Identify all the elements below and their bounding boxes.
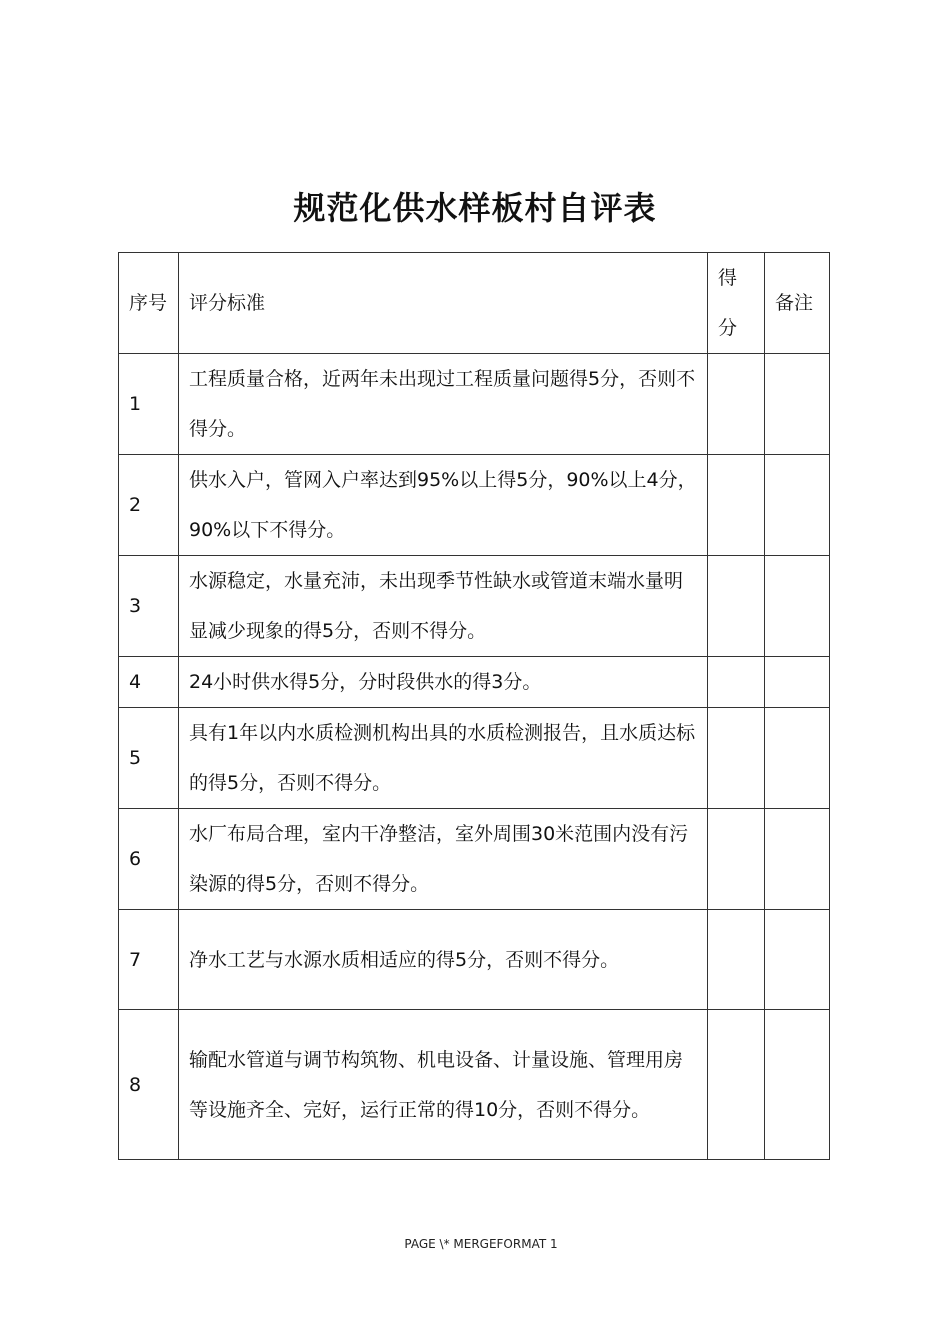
row-no: 8 xyxy=(119,1010,179,1160)
row-criteria: 输配水管道与调节构筑物、机电设备、计量设施、管理用房等设施齐全、完好，运行正常的得10分，否则不得分。 xyxy=(179,1010,708,1160)
table-row xyxy=(119,910,830,1010)
score-table xyxy=(118,252,830,1160)
row-no: 1 xyxy=(119,354,179,455)
row-remark[interactable] xyxy=(765,556,830,657)
header-score: 得分 xyxy=(708,253,765,354)
row-remark[interactable] xyxy=(765,354,830,455)
row-no: 4 xyxy=(119,657,179,708)
page-title: 规范化供水样板村自评表 xyxy=(293,189,657,227)
page-footer: PAGE \* MERGEFORMAT 1 xyxy=(404,1237,558,1251)
row-no: 3 xyxy=(119,556,179,657)
row-score[interactable] xyxy=(708,1010,765,1160)
row-remark[interactable] xyxy=(765,455,830,556)
row-criteria: 净水工艺与水源水质相适应的得5分，否则不得分。 xyxy=(179,910,708,1010)
table-row xyxy=(119,809,830,910)
row-remark[interactable] xyxy=(765,657,830,708)
table-row xyxy=(119,455,830,556)
row-criteria: 24小时供水得5分，分时段供水的得3分。 xyxy=(179,657,708,708)
header-no: 序号 xyxy=(119,253,179,354)
row-criteria: 水厂布局合理，室内干净整洁，室外周围30米范围内没有污染源的得5分，否则不得分。 xyxy=(179,809,708,910)
row-no: 7 xyxy=(119,910,179,1010)
row-remark[interactable] xyxy=(765,1010,830,1160)
table-row xyxy=(119,1010,830,1160)
row-score[interactable] xyxy=(708,910,765,1010)
table-row xyxy=(119,657,830,708)
row-criteria: 水源稳定，水量充沛，未出现季节性缺水或管道末端水量明显减少现象的得5分，否则不得分。 xyxy=(179,556,708,657)
row-score[interactable] xyxy=(708,455,765,556)
row-score[interactable] xyxy=(708,657,765,708)
row-criteria: 具有1年以内水质检测机构出具的水质检测报告，且水质达标的得5分，否则不得分。 xyxy=(179,708,708,809)
row-no: 5 xyxy=(119,708,179,809)
row-score[interactable] xyxy=(708,809,765,910)
table-row xyxy=(119,556,830,657)
table-header-row xyxy=(119,253,830,354)
table-row xyxy=(119,354,830,455)
row-score[interactable] xyxy=(708,556,765,657)
row-score[interactable] xyxy=(708,708,765,809)
row-remark[interactable] xyxy=(765,708,830,809)
row-criteria: 供水入户，管网入户率达到95%以上得5分，90%以上4分，90%以下不得分。 xyxy=(179,455,708,556)
row-remark[interactable] xyxy=(765,910,830,1010)
row-remark[interactable] xyxy=(765,809,830,910)
row-no: 2 xyxy=(119,455,179,556)
row-score[interactable] xyxy=(708,354,765,455)
header-criteria: 评分标准 xyxy=(179,253,708,354)
row-criteria: 工程质量合格，近两年未出现过工程质量问题得5分，否则不得分。 xyxy=(179,354,708,455)
row-no: 6 xyxy=(119,809,179,910)
table-row xyxy=(119,708,830,809)
header-remark: 备注 xyxy=(765,253,830,354)
